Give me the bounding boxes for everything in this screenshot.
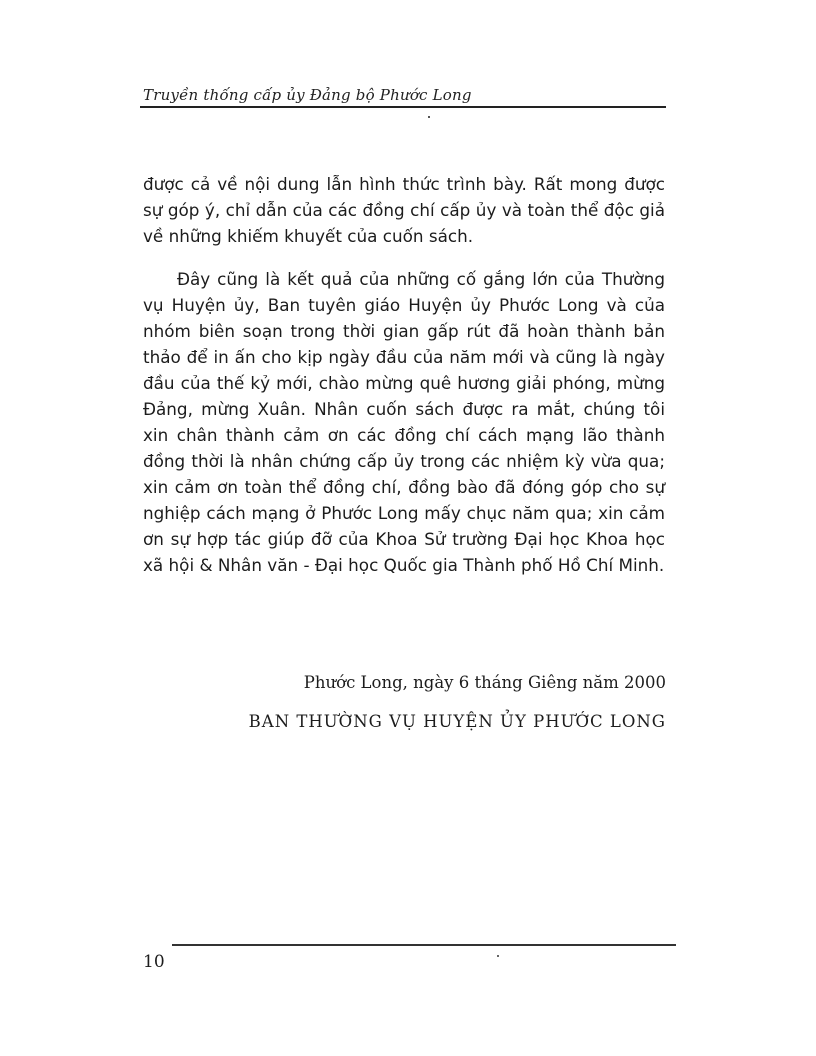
- running-header-title: Truyền thống cấp ủy Đảng bộ Phước Long: [143, 86, 472, 104]
- paragraph-2: Đây cũng là kết quả của những cố gắng lớn của Thường vụ Huyện ủy, Ban tuyên giáo Huyện ủy Phước Long và của nhóm biên soạn trong thời gian gấp rút đã hoàn thành bản thảo để in ấn cho kịp ngày đầu của năm mới và cũng là ngày đầu của thế kỷ mới, chào mừng quê hương giải phóng, mừng Đảng, mừng Xuân. Nhân cuốn sách được ra mắt, chúng tôi xin chân thành cảm ơn các đồng chí cách mạng lão thành đồng thời là nhân chứng cấp ủy trong các nhiệm kỳ vừa qua; xin cảm ơn toàn thể đồng chí, đồng bào đã đóng góp cho sự nghiệp cách mạng ở Phước Long mấy chục năm qua; xin cảm ơn sự hợp tác giúp đỡ của Khoa Sử trường Đại học Khoa học xã hội & Nhân văn - Đại học Quốc gia Thành phố Hồ Chí Minh.: [143, 268, 665, 575]
- date-line: Phước Long, ngày 6 tháng Giêng năm 2000: [303, 673, 666, 692]
- signature-line: BAN THƯỜNG VỤ HUYỆN ỦY PHƯỚC LONG: [248, 712, 666, 731]
- paragraph-1: được cả về nội dung lẫn hình thức trình bày. Rất mong được sự góp ý, chỉ dẫn của các đồng chí cấp ủy và toàn thể độc giả về những khiếm khuyết của cuốn sách.: [143, 173, 665, 246]
- page-number: 10: [143, 952, 165, 972]
- footer-rule: [172, 944, 676, 946]
- header-rule: [140, 106, 666, 108]
- footer-rule-mark: [497, 955, 499, 957]
- header-rule-mark: [428, 116, 430, 118]
